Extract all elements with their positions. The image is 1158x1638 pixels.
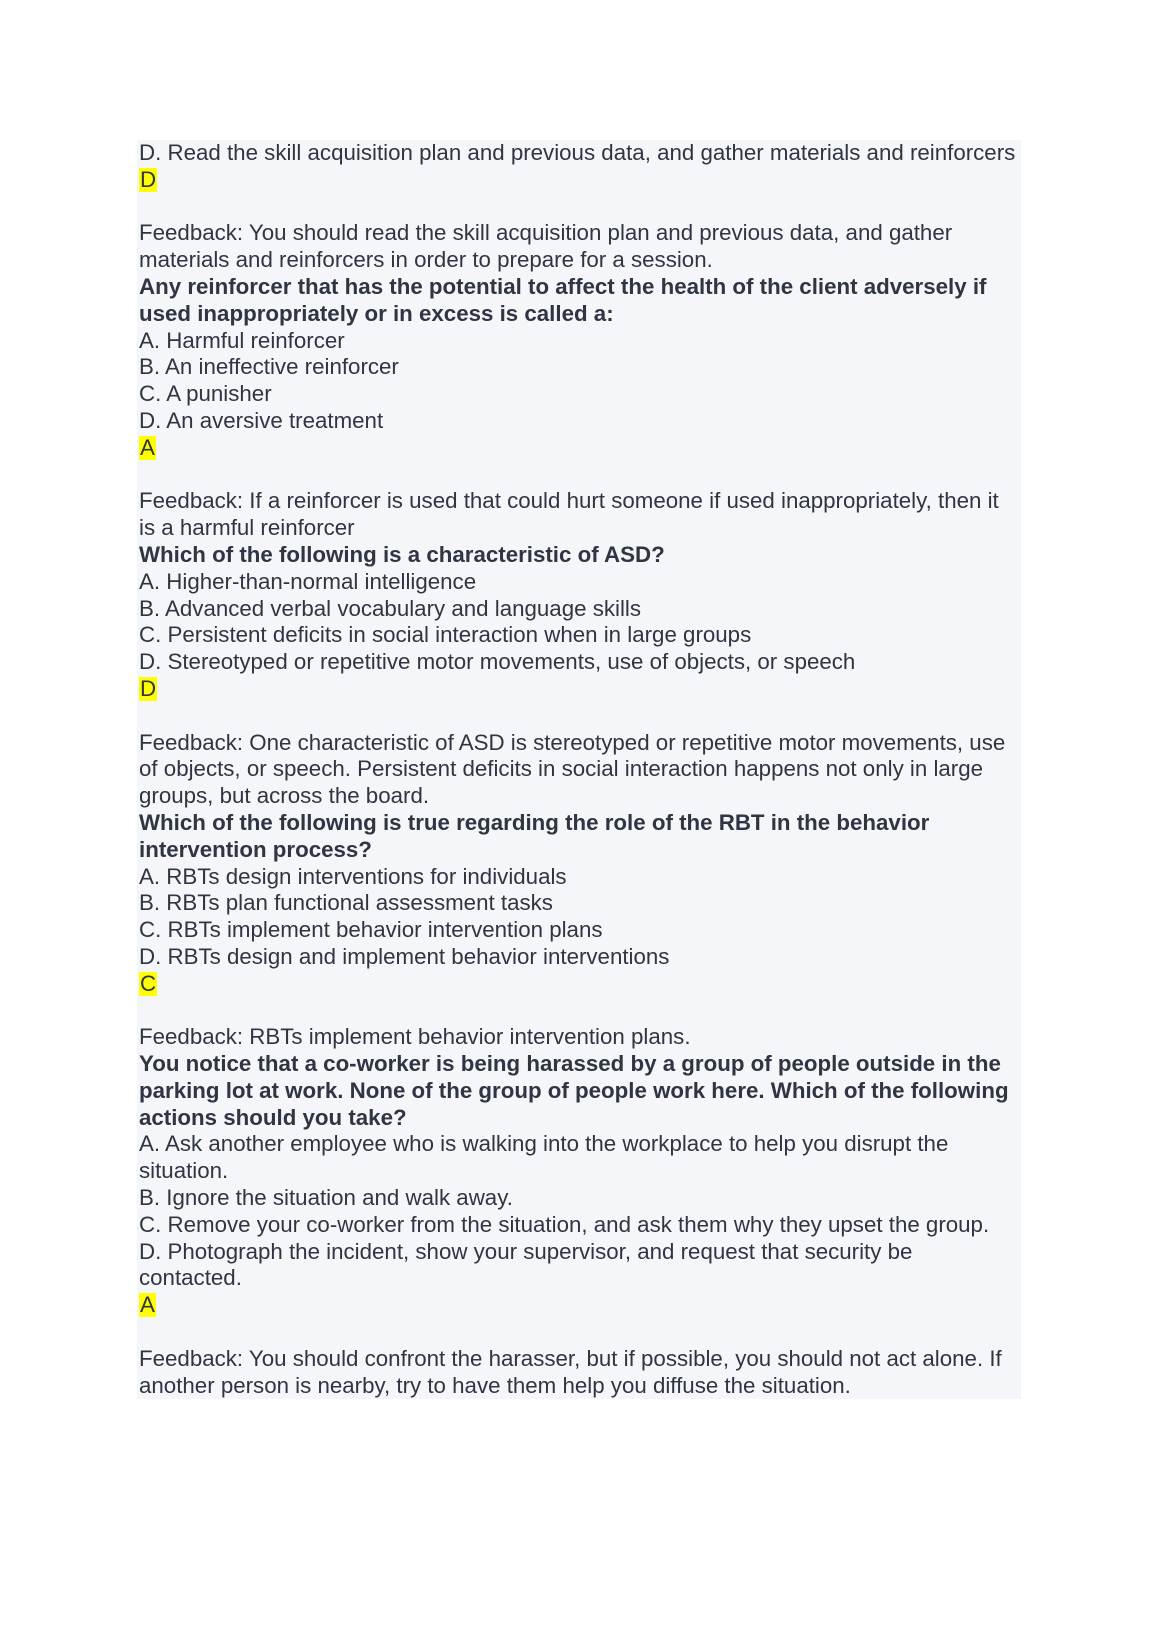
option: B. Ignore the situation and walk away. — [139, 1185, 513, 1211]
question-text: You notice that a co-worker is being harassed by a group of people outside in the parking lot at work. None of the group of people work here. Which of the following actions should you take? — [139, 1051, 1009, 1130]
feedback: Feedback: You should read the skill acquisition plan and previous data, and gather materials and reinforcers in order to prepare for a session. — [139, 220, 953, 273]
option: C. Remove your co-worker from the situation, and ask them why they upset the group. — [139, 1211, 990, 1237]
spacer — [139, 194, 1021, 221]
answer-key: D — [140, 166, 157, 192]
option: D. Stereotyped or repetitive motor movements, use of objects, or speech — [139, 649, 856, 675]
question-text: Which of the following is a characteristic of ASD? — [139, 541, 665, 567]
question-block — [139, 1051, 1021, 1399]
option: A. Ask another employee who is walking into the workplace to help you disrupt the situation. — [139, 1131, 949, 1184]
option: D. An aversive treatment — [139, 407, 384, 433]
spacer — [139, 1319, 1021, 1346]
option: B. An ineffective reinforcer — [139, 354, 399, 380]
option: C. A punisher — [139, 381, 272, 407]
feedback: Feedback: RBTs implement behavior intervention plans. — [139, 1024, 691, 1050]
option: A. Harmful reinforcer — [139, 327, 345, 353]
question-block — [139, 810, 1021, 1051]
option: A. RBTs design interventions for individuals — [139, 863, 567, 889]
question-text: Which of the following is true regarding the role of the RBT in the behavior intervention process? — [139, 809, 930, 862]
option: D. Read the skill acquisition plan and previous data, and gather materials and reinforcers — [139, 140, 1016, 165]
option: A. Higher-than-normal intelligence — [139, 568, 477, 594]
question-block — [139, 140, 1021, 274]
option: B. Advanced verbal vocabulary and language skills — [139, 595, 641, 621]
option: B. RBTs plan functional assessment tasks — [139, 890, 553, 916]
feedback: Feedback: If a reinforcer is used that could hurt someone if used inappropriately, then it is a harmful reinforcer — [139, 488, 999, 541]
option: D. Photograph the incident, show your supervisor, and request that security be contacted. — [139, 1238, 913, 1291]
spacer — [139, 703, 1021, 730]
feedback: Feedback: One characteristic of ASD is stereotyped or repetitive motor movements, use of objects, or speech. Persistent deficits in social interaction happens not only in large groups, but across the board. — [139, 729, 1006, 809]
document-page — [137, 140, 1021, 1399]
option: D. RBTs design and implement behavior interventions — [139, 943, 670, 969]
spacer — [139, 998, 1021, 1025]
question-block — [139, 542, 1021, 810]
answer-key: A — [140, 434, 155, 460]
answer-key: A — [140, 1292, 155, 1318]
question-block — [139, 274, 1021, 542]
question-text: Any reinforcer that has the potential to affect the health of the client adversely if used inappropriately or in excess is called a: — [139, 273, 987, 326]
answer-key: D — [140, 675, 157, 701]
spacer — [139, 462, 1021, 489]
option: C. RBTs implement behavior intervention plans — [139, 917, 603, 943]
answer-key: C — [140, 970, 157, 996]
feedback: Feedback: You should confront the harasser, but if possible, you should not act alone. If another person is nearby, try to have them help you diffuse the situation. — [139, 1345, 1002, 1398]
option: C. Persistent deficits in social interaction when in large groups — [139, 622, 752, 648]
